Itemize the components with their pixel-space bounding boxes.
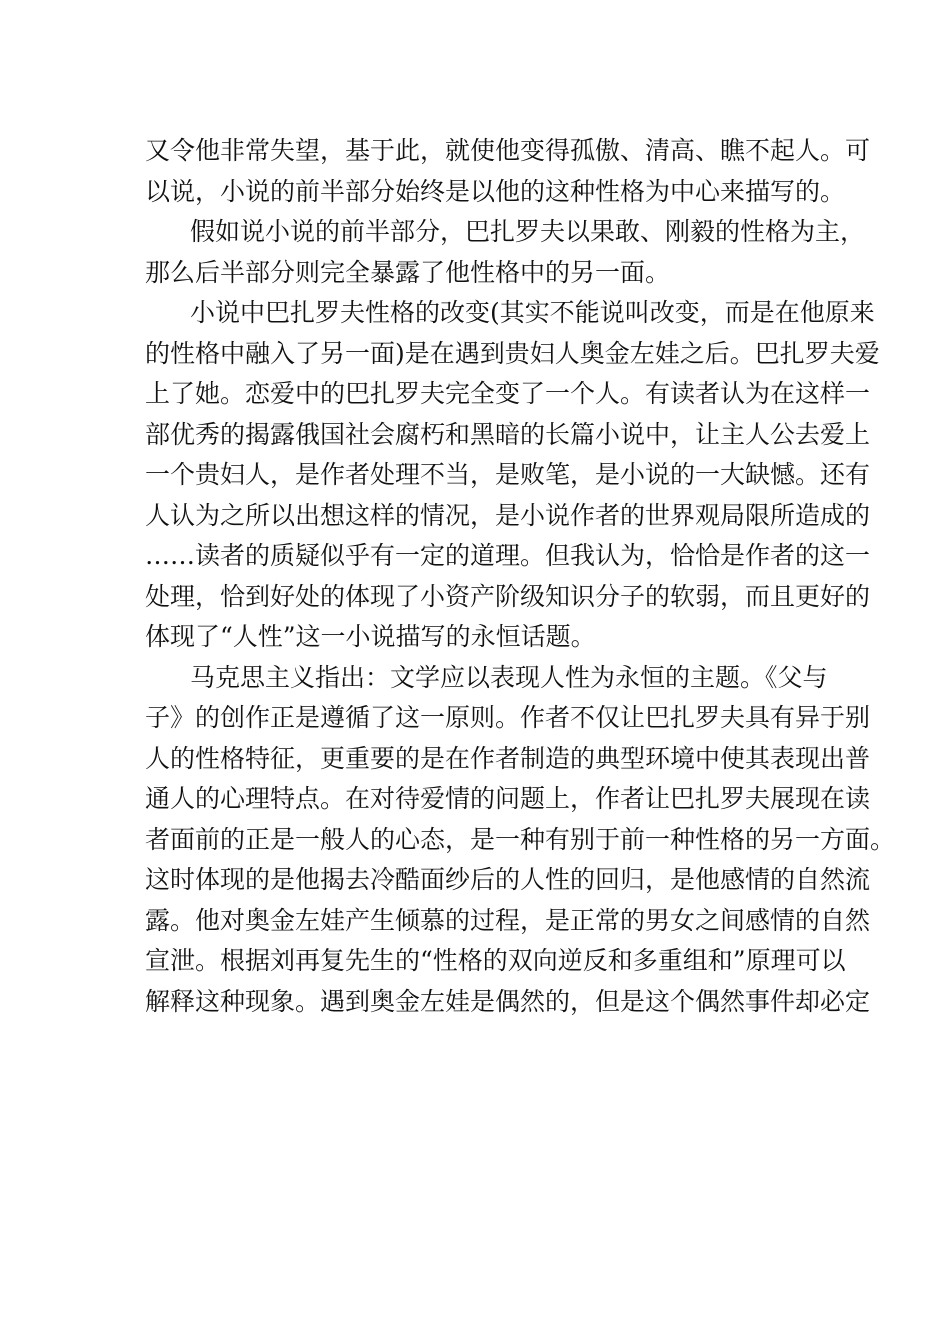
text-line: ……读者的质疑似乎有一定的道理。但我认为，恰恰是作者的这一 — [145, 541, 871, 570]
text-line: 处理，恰到好处的体现了小资产阶级知识分子的软弱，而且更好的 — [145, 581, 871, 611]
text-line: 又令他非常失望，基于此，就使他变得孤傲、清高、瞧不起人。可 — [145, 136, 871, 165]
text-line: 宣泄。根据刘再复先生的“性格的双向逆反和多重组和”原理可以 — [145, 946, 846, 975]
body-text — [145, 131, 896, 1022]
paragraph-first-line: 马克思主义指出：文学应以表现人性为永恒的主题。《父与 — [190, 662, 828, 692]
text-line: 部优秀的揭露俄国社会腐朽和黑暗的长篇小说中，让主人公去爱上 — [145, 419, 871, 449]
text-line: 上了她。恋爱中的巴扎罗夫完全变了一个人。有读者认为在这样一 — [145, 379, 871, 408]
text-line: 者面前的正是一般人的心态，是一种有别于前一种性格的另一方面。 — [145, 824, 896, 854]
text-line: 以说，小说的前半部分始终是以他的这种性格为中心来描写的。 — [145, 176, 846, 206]
text-line: 人的性格特征，更重要的是在作者制造的典型环境中使其表现出普 — [145, 743, 871, 773]
text-line: 人认为之所以出想这样的情况，是小说作者的世界观局限所造成的 — [145, 500, 871, 530]
paragraph-first-line: 小说中巴扎罗夫性格的改变(其实不能说叫改变，而是在他原来 — [190, 298, 875, 327]
text-line: 一个贵妇人，是作者处理不当，是败笔，是小说的一大缺憾。还有 — [145, 460, 871, 489]
text-line: 的性格中融入了另一面)是在遇到贵妇人奥金左娃之后。巴扎罗夫爱 — [145, 338, 880, 368]
text-line: 这时体现的是他揭去冷酷面纱后的人性的回归，是他感情的自然流 — [145, 865, 871, 894]
paragraph-first-line: 假如说小说的前半部分，巴扎罗夫以果敢、刚毅的性格为主， — [190, 217, 866, 246]
text-line: 通人的心理特点。在对待爱情的问题上，作者让巴扎罗夫展现在读 — [145, 784, 871, 813]
text-line: 露。他对奥金左娃产生倾慕的过程，是正常的男女之间感情的自然 — [145, 905, 871, 935]
text-line: 子》的创作正是遵循了这一原则。作者不仅让巴扎罗夫具有异于别 — [145, 703, 871, 732]
text-line: 体现了“人性”这一小说描写的永恒话题。 — [145, 622, 596, 651]
text-line: 解释这种现象。遇到奥金左娃是偶然的，但是这个偶然事件却必定 — [145, 986, 871, 1016]
text-line: 那么后半部分则完全暴露了他性格中的另一面。 — [145, 257, 671, 287]
